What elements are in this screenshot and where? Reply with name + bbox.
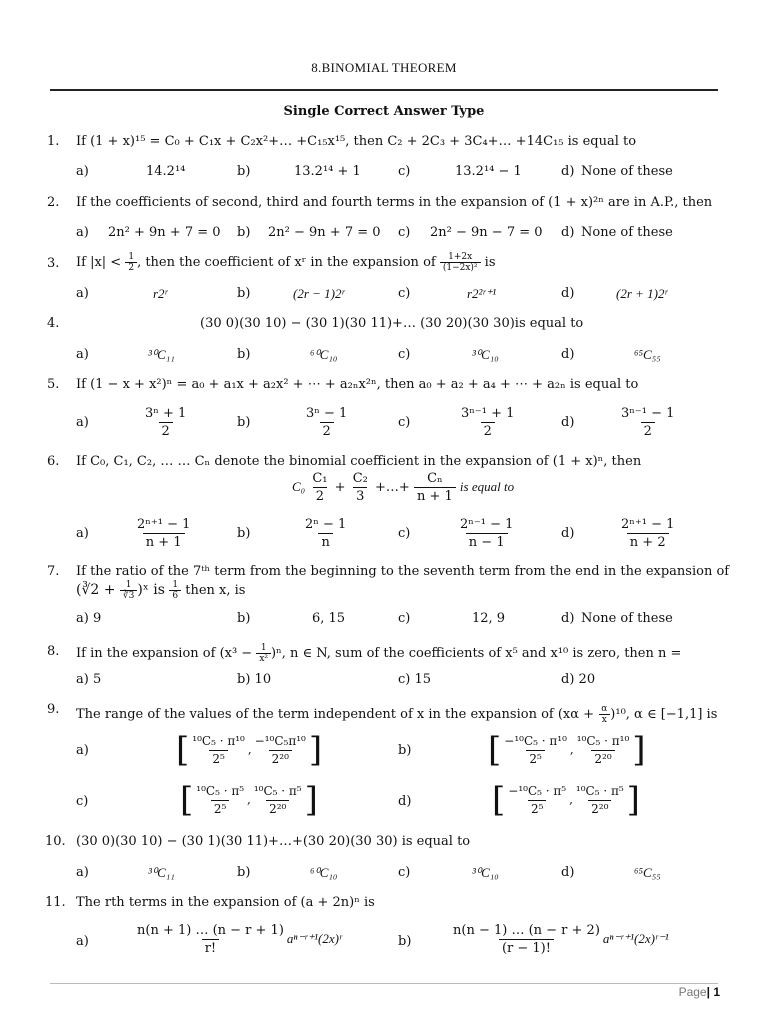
fraction-denominator: (1−2x)² bbox=[440, 262, 481, 273]
option-a: 2n² + 9n + 7 = 0 bbox=[108, 225, 221, 240]
option-label bbox=[398, 672, 431, 687]
question-text bbox=[76, 704, 726, 725]
question-number: 4. bbox=[47, 316, 60, 331]
fraction bbox=[573, 783, 627, 818]
option-b: [ $\frac{\text{−¹⁰C₅ · π¹⁰}}{\text{2⁵}}$ , $\frac{\text{¹⁰C₅ · π¹⁰}}{\text{2²⁰}}$ ] bbox=[488, 730, 646, 770]
question-text bbox=[76, 643, 726, 664]
fraction-numerator: 1 bbox=[125, 580, 132, 590]
fraction-numerator: Cₙ bbox=[427, 471, 443, 486]
fraction-denominator: 2 bbox=[320, 422, 334, 440]
fraction bbox=[505, 783, 569, 818]
question-number: 7. bbox=[47, 564, 60, 579]
question-number: 11. bbox=[45, 895, 66, 910]
fraction-numerator: −¹⁰C₅π¹⁰ bbox=[254, 733, 306, 748]
option-label: c) bbox=[398, 347, 411, 362]
fraction bbox=[134, 922, 287, 957]
option-label-text: c) bbox=[398, 672, 411, 687]
option-label: c) bbox=[398, 225, 411, 240]
question-number: 8. bbox=[47, 644, 60, 659]
footer-rule bbox=[50, 983, 718, 984]
question-number: 5. bbox=[47, 377, 60, 392]
option-label: c) bbox=[398, 164, 411, 179]
option-label: a) bbox=[76, 164, 89, 179]
bracket-left: [ bbox=[488, 730, 502, 770]
option-c: [ $\frac{\text{¹⁰C₅ · π⁵}}{\text{2⁵}}$ , $\frac{\text{¹⁰C₅ · π⁵}}{\text{2²⁰}}$ ] bbox=[180, 780, 318, 820]
fraction-numerator: 1 bbox=[172, 580, 179, 590]
option-c: ³⁰C₁₀ bbox=[472, 865, 499, 880]
option-d: ⁶⁵C₅₅ bbox=[634, 865, 661, 880]
option-c bbox=[458, 405, 517, 440]
question-number: 9. bbox=[47, 702, 60, 717]
fraction-numerator: 1 bbox=[260, 643, 267, 653]
option-c bbox=[457, 516, 516, 551]
question-text: (30 0)(30 10) − (30 1)(30 11)+…+(30 20)(30 30) is equal to bbox=[76, 834, 471, 849]
question-text: If the coefficients of second, third and fourth terms in the expansion of (1 + x)²ⁿ are in A.P., then bbox=[76, 195, 713, 210]
fraction-numerator: 1+2x bbox=[448, 252, 473, 262]
fraction-numerator: 2ⁿ − 1 bbox=[305, 517, 347, 532]
question-text-part: The range of the values of the term independent of x in the expansion of (xα + bbox=[76, 707, 599, 722]
page-footer bbox=[679, 985, 720, 999]
fraction-denominator: 2 bbox=[125, 262, 137, 273]
option-label: a) bbox=[76, 225, 89, 240]
fraction-denominator: x bbox=[599, 714, 610, 725]
fraction-numerator: ¹⁰C₅ · π¹⁰ bbox=[192, 733, 245, 748]
question-number: 3. bbox=[47, 256, 60, 271]
fraction-denominator: x² bbox=[256, 653, 271, 664]
question-text-part: then x, is bbox=[181, 583, 246, 598]
option-label bbox=[561, 672, 595, 687]
option-b: ⁶⁰C₁₀ bbox=[310, 865, 338, 880]
option-label: c) bbox=[398, 611, 411, 626]
fraction bbox=[574, 733, 633, 768]
page-label: Page bbox=[678, 985, 707, 999]
header-rule bbox=[50, 89, 718, 91]
question-text-part: )¹⁰, α ∈ [−1,1] is bbox=[610, 707, 718, 722]
option-label: d) bbox=[561, 526, 575, 541]
question-text-part: , then the coefficient of xʳ in the expansion of bbox=[137, 255, 440, 270]
math-operator: + bbox=[334, 480, 346, 495]
fraction-numerator: 2ⁿ⁺¹ − 1 bbox=[621, 517, 675, 532]
option-c: 12, 9 bbox=[472, 611, 506, 626]
option-d: None of these bbox=[581, 164, 673, 179]
option-label bbox=[237, 672, 271, 687]
option-label: a) bbox=[76, 526, 89, 541]
fraction bbox=[309, 470, 330, 505]
fraction-numerator: ¹⁰C₅ · π¹⁰ bbox=[576, 733, 630, 748]
fraction-numerator: n(n − 1) … (n − r + 2) bbox=[453, 923, 600, 938]
fraction-denominator: 2⁵ bbox=[209, 750, 227, 768]
bracket-left: [ bbox=[180, 780, 194, 820]
option-label: b) bbox=[237, 286, 251, 301]
option-c: 15 bbox=[414, 672, 432, 687]
fraction-denominator: 2²⁰ bbox=[591, 750, 614, 768]
option-label: a) bbox=[76, 865, 89, 880]
option-label-text: a) bbox=[76, 611, 89, 626]
fraction-denominator: r! bbox=[202, 939, 219, 957]
fraction-numerator: 2ⁿ⁻¹ − 1 bbox=[460, 517, 514, 532]
option-b bbox=[302, 516, 349, 551]
option-label: d) bbox=[398, 794, 412, 809]
option-a: [ $\frac{\text{¹⁰C₅ · π¹⁰}}{\text{2⁵}}$ , $\frac{\text{−¹⁰C₅π¹⁰}}{\text{2²⁰}}$ ] bbox=[176, 730, 323, 770]
option-d: 20 bbox=[578, 672, 596, 687]
question-text: If the ratio of the 7ᵗʰ term from the beginning to the seventh term from the end in the expansion of bbox=[76, 564, 730, 579]
fraction-denominator: ∛3 bbox=[120, 590, 137, 601]
fraction-denominator: n + 1 bbox=[143, 533, 185, 551]
question-text: If C₀, C₁, C₂, … … Cₙ denote the binomial coefficient in the expansion of (1 + x)ⁿ, then bbox=[76, 454, 642, 469]
option-a: 5 bbox=[92, 672, 102, 687]
fraction-denominator: (r − 1)! bbox=[499, 939, 554, 957]
option-label-text: b) bbox=[237, 672, 251, 687]
fraction-numerator: ¹⁰C₅ · π⁵ bbox=[575, 783, 624, 798]
option-label: d) bbox=[561, 286, 575, 301]
fraction bbox=[350, 470, 371, 505]
option-label: c) bbox=[398, 865, 411, 880]
option-a bbox=[134, 922, 342, 957]
fraction-denominator: 2²⁰ bbox=[269, 750, 292, 768]
fraction-denominator: 2 bbox=[481, 422, 495, 440]
math-term: aⁿ⁻ʳ⁺¹(2x)ʳ bbox=[286, 931, 342, 946]
question-text-part: )ⁿ, n ∈ N, sum of the coefficients of x⁵ and x¹⁰ is zero, then n = bbox=[271, 646, 682, 661]
fraction-denominator: 3 bbox=[353, 487, 367, 505]
fraction bbox=[414, 470, 456, 505]
option-a: ³⁰C₁₁ bbox=[148, 347, 175, 362]
option-b: 2n² − 9n + 7 = 0 bbox=[268, 225, 381, 240]
option-a: r2ʳ bbox=[153, 286, 168, 301]
option-label: c) bbox=[398, 526, 411, 541]
fraction-denominator: n + 1 bbox=[414, 487, 456, 505]
question-text: If (1 + x)¹⁵ = C₀ + C₁x + C₂x²+… +C₁₅x¹⁵, then C₂ + 2C₃ + 3C₄+… +14C₁₅ is equal to bbox=[76, 134, 637, 149]
bracket-right: ] bbox=[304, 780, 318, 820]
option-label: d) bbox=[561, 415, 575, 430]
fraction-numerator: α bbox=[601, 704, 608, 714]
option-d: (2r + 1)2ʳ bbox=[616, 286, 668, 301]
fraction bbox=[598, 704, 610, 725]
option-label bbox=[76, 611, 101, 626]
option-a: 14.2¹⁴ bbox=[146, 164, 186, 179]
option-label: d) bbox=[561, 164, 575, 179]
fraction-numerator: C₂ bbox=[352, 471, 368, 486]
option-label: b) bbox=[237, 415, 251, 430]
fraction-denominator: 2⁵ bbox=[211, 800, 229, 818]
option-a bbox=[134, 516, 193, 551]
fraction bbox=[125, 252, 137, 273]
option-label: a) bbox=[76, 934, 89, 949]
option-d bbox=[618, 516, 677, 551]
fraction bbox=[120, 580, 137, 601]
fraction bbox=[440, 252, 481, 273]
option-label: b) bbox=[237, 526, 251, 541]
option-label: b) bbox=[398, 934, 412, 949]
bracket-right: ] bbox=[626, 780, 640, 820]
question-text-part: If |x| < bbox=[76, 255, 126, 270]
option-c: 2n² − 9n − 7 = 0 bbox=[430, 225, 543, 240]
option-label: b) bbox=[237, 611, 251, 626]
fraction-numerator: −¹⁰C₅ · π¹⁰ bbox=[504, 733, 567, 748]
option-label bbox=[76, 672, 101, 687]
option-label: a) bbox=[76, 415, 89, 430]
math-term: (∛2 + bbox=[76, 582, 120, 598]
math-term: )ˣ is bbox=[137, 582, 170, 598]
math-term: C₀ bbox=[292, 479, 306, 494]
fraction bbox=[193, 783, 247, 818]
fraction-denominator: 6 bbox=[169, 590, 181, 601]
fraction bbox=[252, 733, 309, 768]
option-d: ⁶⁵C₅₅ bbox=[634, 347, 661, 362]
option-c: 13.2¹⁴ − 1 bbox=[455, 164, 522, 179]
question-text: The rth terms in the expansion of (a + 2n)ⁿ is bbox=[76, 895, 375, 910]
option-label: b) bbox=[398, 743, 412, 758]
fraction-denominator: 2⁵ bbox=[526, 750, 544, 768]
option-label: c) bbox=[76, 794, 89, 809]
bracket-left: [ bbox=[176, 730, 190, 770]
page-title: 8.BINOMIAL THEOREM bbox=[311, 60, 457, 75]
fraction-denominator: 2²⁰ bbox=[266, 800, 289, 818]
fraction bbox=[450, 922, 603, 957]
option-b bbox=[450, 922, 669, 957]
fraction-numerator: −¹⁰C₅ · π⁵ bbox=[508, 783, 567, 798]
question-text: (30 0)(30 10) − (30 1)(30 11)+… (30 20)(30 30)is equal to bbox=[200, 316, 584, 331]
bracket-right: ] bbox=[308, 730, 323, 770]
option-a: 9 bbox=[92, 611, 102, 626]
fraction bbox=[169, 580, 181, 601]
option-label: b) bbox=[237, 164, 251, 179]
fraction-numerator: ¹⁰C₅ · π⁵ bbox=[196, 783, 245, 798]
option-label: b) bbox=[237, 865, 251, 880]
fraction bbox=[501, 733, 570, 768]
option-c: r2²ʳ⁺¹ bbox=[467, 286, 497, 301]
option-label: d) bbox=[561, 347, 575, 362]
fraction-denominator: 2⁵ bbox=[528, 800, 546, 818]
fraction bbox=[189, 733, 248, 768]
option-a bbox=[142, 405, 189, 440]
option-label: b) bbox=[237, 225, 251, 240]
option-d: None of these bbox=[581, 225, 673, 240]
fraction-denominator: n + 2 bbox=[627, 533, 669, 551]
fraction bbox=[256, 643, 271, 664]
option-a: ³⁰C₁₁ bbox=[148, 865, 175, 880]
fraction-numerator: 3ⁿ + 1 bbox=[145, 406, 187, 421]
fraction-denominator: n − 1 bbox=[466, 533, 508, 551]
fraction-numerator: n(n + 1) … (n − r + 1) bbox=[137, 923, 284, 938]
option-label-text: d) bbox=[561, 672, 575, 687]
question-text-part: is bbox=[480, 255, 496, 270]
fraction-denominator: n bbox=[318, 533, 332, 551]
option-b: 6, 15 bbox=[312, 611, 346, 626]
option-label: c) bbox=[398, 415, 411, 430]
fraction-denominator: 2 bbox=[159, 422, 173, 440]
option-label: d) bbox=[561, 611, 575, 626]
option-label: d) bbox=[561, 225, 575, 240]
question-number: 6. bbox=[47, 454, 60, 469]
page-number: 1 bbox=[713, 985, 720, 999]
option-label-text: a) bbox=[76, 672, 89, 687]
option-label: a) bbox=[76, 743, 89, 758]
question-text-line2 bbox=[76, 580, 245, 601]
option-b bbox=[303, 405, 350, 440]
option-b: 13.2¹⁴ + 1 bbox=[294, 164, 361, 179]
bracket-left: [ bbox=[492, 780, 506, 820]
fraction-numerator: C₁ bbox=[312, 471, 328, 486]
option-label: c) bbox=[398, 286, 411, 301]
option-b: (2r − 1)2ʳ bbox=[293, 286, 345, 301]
option-b: 10 bbox=[254, 672, 272, 687]
page-separator: | bbox=[706, 985, 710, 999]
fraction-numerator: 1 bbox=[128, 252, 135, 262]
fraction-denominator: 2 bbox=[641, 422, 655, 440]
fraction-numerator: ¹⁰C₅ · π⁵ bbox=[253, 783, 302, 798]
option-label: b) bbox=[237, 347, 251, 362]
option-b: ⁶⁰C₁₀ bbox=[310, 347, 338, 362]
fraction-numerator: 2ⁿ⁺¹ − 1 bbox=[137, 517, 191, 532]
fraction-numerator: 3ⁿ − 1 bbox=[306, 406, 348, 421]
option-label: a) bbox=[76, 347, 89, 362]
bracket-right: ] bbox=[632, 730, 646, 770]
option-d: [ $\frac{\text{−¹⁰C₅ · π⁵}}{\text{2⁵}}$ , $\frac{\text{¹⁰C₅ · π⁵}}{\text{2²⁰}}$ ] bbox=[492, 780, 640, 820]
option-c: ³⁰C₁₀ bbox=[472, 347, 499, 362]
question-number: 1. bbox=[47, 134, 60, 149]
fraction-numerator: 3ⁿ⁻¹ + 1 bbox=[461, 406, 515, 421]
option-label: a) bbox=[76, 286, 89, 301]
section-heading: Single Correct Answer Type bbox=[283, 104, 485, 119]
fraction bbox=[251, 783, 305, 818]
question-text: If (1 − x + x²)ⁿ = a₀ + a₁x + a₂x² + ⋯ + a₂ₙx²ⁿ, then a₀ + a₂ + a₄ + ⋯ + a₂ₙ is equal to bbox=[76, 377, 639, 392]
math-operator: +…+ bbox=[375, 480, 410, 495]
fraction-denominator: 2²⁰ bbox=[588, 800, 611, 818]
option-d: None of these bbox=[581, 611, 673, 626]
fraction-numerator: 3ⁿ⁻¹ − 1 bbox=[621, 406, 675, 421]
question-text-part: If in the expansion of (x³ − bbox=[76, 646, 257, 661]
math-term: aⁿ⁻ʳ⁺¹(2x)ʳ⁻¹ bbox=[602, 931, 669, 946]
fraction-denominator: 2 bbox=[313, 487, 327, 505]
option-d bbox=[618, 405, 677, 440]
question-number: 10. bbox=[45, 834, 66, 849]
question-text bbox=[76, 252, 726, 273]
question-text-line2 bbox=[292, 470, 514, 505]
option-label: d) bbox=[561, 865, 575, 880]
question-text-part: is equal to bbox=[459, 479, 515, 494]
question-number: 2. bbox=[47, 195, 60, 210]
